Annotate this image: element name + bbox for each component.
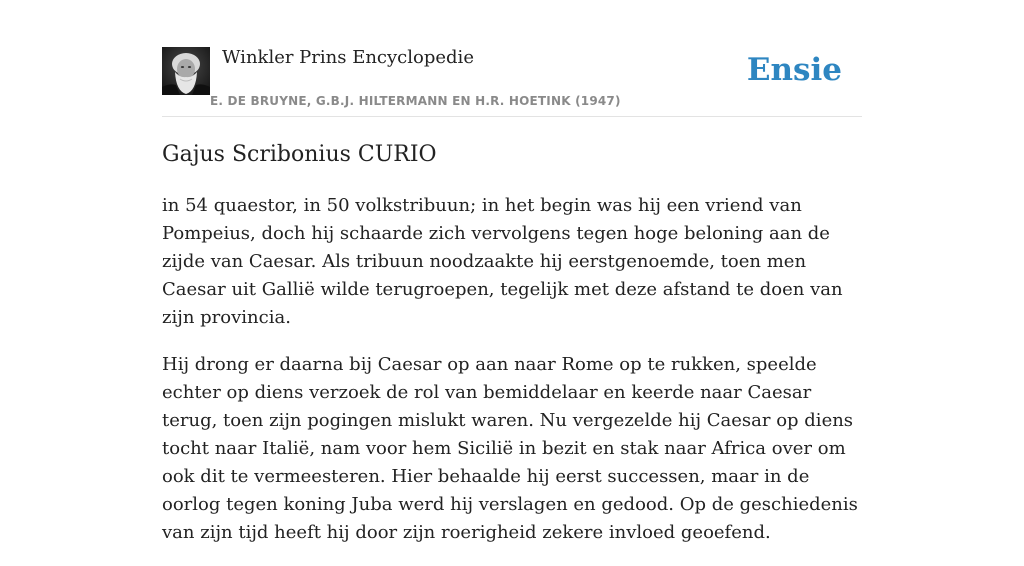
author-avatar-icon xyxy=(162,47,210,95)
brand-logo[interactable]: Ensie xyxy=(746,52,842,88)
article-title: Gajus Scribonius CURIO xyxy=(162,142,437,167)
article-paragraph: in 54 quaestor, in 50 volkstribuun; in het begin was hij een vriend van Pompeius, doch hij schaarde zich vervolgens tegen hoge beloning aan de zijde van Caesar. Als tribuun noodzaakte hij eerstgenoemde, toen men Caesar uit Gallië wilde terugroepen, tegelijk met deze afstand te doen van zijn provincia. xyxy=(162,195,843,328)
article-body xyxy=(162,192,862,566)
header xyxy=(162,44,862,117)
article-paragraph: Hij drong er daarna bij Caesar op aan naar Rome op te rukken, speelde echter op diens verzoek de rol van bemiddelaar en keerde naar Caesar terug, toen zijn pogingen mislukt waren. Nu vergezelde hij Caesar op diens tocht naar Italië, nam voor hem Sicilië in bezit en stak naar Africa over om ook dit te vermeesteren. Hier behaalde hij eerst successen, maar in de oorlog tegen koning Juba werd hij verslagen en gedood. Op de geschiedenis van zijn tijd heeft hij door zijn roerigheid zekere invloed geoefend. xyxy=(162,354,858,543)
site-title[interactable]: Winkler Prins Encyclopedie xyxy=(222,47,474,68)
authors-byline: E. DE BRUYNE, G.B.J. HILTERMANN EN H.R. HOETINK (1947) xyxy=(210,94,621,108)
portrait-icon xyxy=(162,47,210,95)
